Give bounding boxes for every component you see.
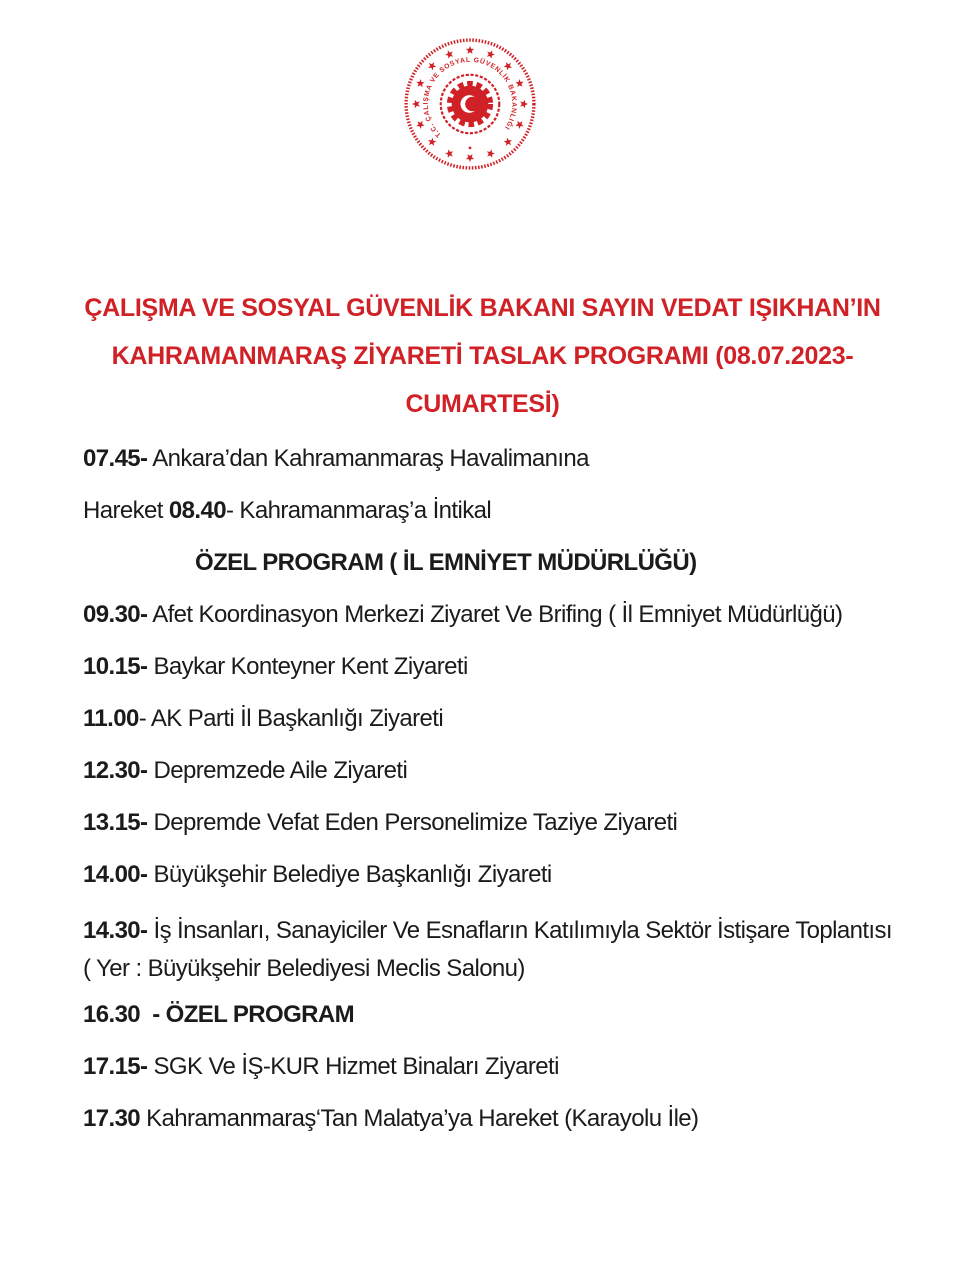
schedule-item-1315 xyxy=(83,808,903,838)
item-time: 17.15- xyxy=(83,1053,148,1080)
schedule-item-1100 xyxy=(83,704,903,734)
title-line: CUMARTESİ) xyxy=(405,390,560,418)
item-time: 12.30- xyxy=(83,757,148,784)
item-time: 14.00- xyxy=(83,861,148,888)
item-text: Depremzede Aile Ziyareti xyxy=(147,757,408,784)
logo-container xyxy=(0,0,965,172)
item-text: Baykar Konteyner Kent Ziyareti xyxy=(147,653,468,680)
item-prefix: Hareket xyxy=(83,497,169,524)
item-text: Büyükşehir Belediye Başkanlığı Ziyareti xyxy=(147,861,552,888)
title-line: ÇALIŞMA VE SOSYAL GÜVENLİK BAKANI SAYIN VEDAT IŞIKHAN’IN xyxy=(84,294,881,322)
schedule-item-1715 xyxy=(83,1052,903,1082)
item-time: 13.15- xyxy=(83,809,148,836)
item-text: Ankara’dan Kahramanmaraş Havalimanına xyxy=(147,445,589,472)
item-time: 08.40 xyxy=(168,497,226,524)
item-text: Kahramanmaraş‘Tan Malatya’ya Hareket (Karayolu İle) xyxy=(140,1105,699,1132)
title-line: KAHRAMANMARAŞ ZİYARETİ TASLAK PROGRAMI (08.07.2023- xyxy=(111,342,854,370)
item-text: SGK Ve İŞ-KUR Hizmet Binaları Ziyareti xyxy=(147,1053,559,1080)
ring-dot xyxy=(468,147,471,150)
schedule-item-0745 xyxy=(83,444,903,474)
schedule-item-1015 xyxy=(83,652,903,682)
item-time: 16.30 xyxy=(83,1001,141,1028)
item-time: 07.45- xyxy=(83,445,148,472)
item-text: Afet Koordinasyon Merkezi Ziyaret Ve Brifing ( İl Emniyet Müdürlüğü) xyxy=(147,601,843,628)
schedule-item-0930 xyxy=(83,600,903,630)
item-time: 11.00 xyxy=(83,705,139,732)
emblem-ring-text: T.C. ÇALIŞMA VE SOSYAL GÜVENLİK BAKANLIĞI xyxy=(422,56,517,139)
schedule-item-1400 xyxy=(83,860,903,890)
schedule-item-1730 xyxy=(83,1104,903,1134)
schedule-item-1630 xyxy=(83,1000,903,1030)
item-time: 09.30- xyxy=(83,601,148,628)
item-time: 10.15- xyxy=(83,653,148,680)
document-title xyxy=(0,284,965,428)
item-time: 17.30 xyxy=(83,1105,141,1132)
item-text: - ÖZEL PROGRAM xyxy=(140,1001,355,1028)
ministry-emblem-icon xyxy=(402,36,538,172)
section-heading-ozel-program xyxy=(83,548,903,578)
schedule-item-1430 xyxy=(83,912,903,988)
schedule-item-0840 xyxy=(83,496,903,526)
schedule-list xyxy=(0,444,965,1134)
item-time: 14.30- xyxy=(83,917,148,944)
item-text: - AK Parti İl Başkanlığı Ziyareti xyxy=(138,705,444,732)
item-text: - Kahramanmaraş’a İntikal xyxy=(225,497,492,524)
schedule-item-1230 xyxy=(83,756,903,786)
item-text: Depremde Vefat Eden Personelimize Taziye Ziyareti xyxy=(147,809,678,836)
item-text: İş İnsanları, Sanayiciler Ve Esnafların Katılımıyla Sektör İstişare Toplantısı ( Yer : Büyükşehir Belediyesi Meclis Salonu) xyxy=(83,917,892,982)
heading-text: ÖZEL PROGRAM ( İL EMNİYET MÜDÜRLÜĞÜ) xyxy=(195,549,697,576)
